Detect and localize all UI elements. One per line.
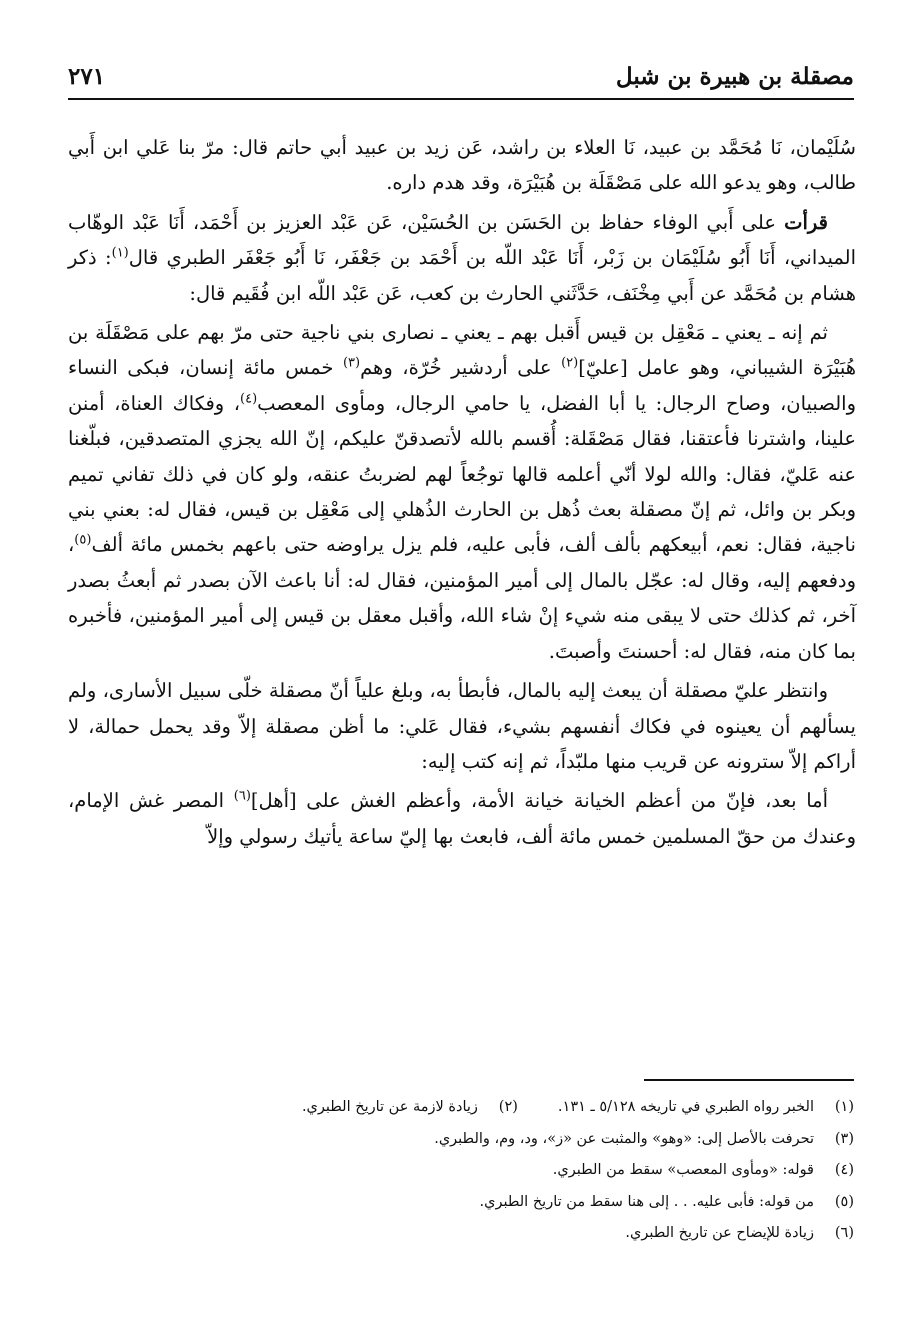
footnote-spacer (518, 1092, 558, 1124)
footnote-text-4: قوله: «ومأوى المعصب» سقط من الطبري. (552, 1162, 814, 1178)
footnote-divider (644, 1079, 854, 1081)
footnote-ref-6[interactable]: (٦) (233, 788, 251, 804)
footnote-number-3: (٣) (834, 1130, 854, 1147)
footnote-number-2: (٢) (498, 1099, 518, 1115)
footnote-text-3: تحرفت بالأصل إلى: «وهو» والمثبت عن «ز»، ود، وم، والطبري. (434, 1130, 814, 1147)
paragraph-4-text: وانتظر عليّ مصقلة أن يبعث إليه بالمال، فأبطأ به، وبلغ علياً أنّ مصقلة خلّى سبيل الأسارى، ولم يسألهم أن يعينوه في فكاك أنفسهم بشيء، فقال عَلي: ما أظن مصقلة إلاّ وقد يحمل حمالة، لا أراكم إلاّ سترونه عن قريب منها ملبّداً، ثم إنه كتب إليه: (68, 679, 856, 773)
footnote-ref-4[interactable]: (٤) (240, 391, 258, 407)
paragraph-2-lead: قرأت (784, 210, 828, 234)
page-header (68, 56, 854, 100)
footnote-text-5: من قوله: فأبى عليه. . . إلى هنا سقط من تاريخ الطبري. (479, 1193, 814, 1210)
footnote-number-4: (٤) (834, 1162, 854, 1178)
footnote-ref-5[interactable]: (٥) (74, 532, 92, 548)
paragraph-3-text-e: ، ودفعهم إليه، وقال له: عجّل بالمال إلى أمير المؤمنين، فقال له: أنا باعث الآن بصدر ثم أبعثُ بصدر آخر، ثم كذلك حتى لا يبقى منه شيء إنْ شاء الله، وأقبل معقل بن قيس إلى أمير المؤمنين، فأخبره بما كان منه، فقال له: أحسنتَ وأصبتَ. (68, 533, 856, 663)
paragraph-3 (68, 315, 856, 669)
paragraph-5-text-a: أما بعد، فإنّ من أعظم الخيانة خيانة الأمة، وأعظم الغش على [أهل] (250, 789, 829, 813)
footnote-row (68, 1187, 854, 1219)
footnote-row (68, 1218, 854, 1250)
footnote-text-2: زيادة لازمة عن تاريخ الطبري. (301, 1099, 478, 1115)
paragraph-2-text-a: على أَبي الوفاء حفاظ بن الحَسَن بن الحُسَيْن، عَن عَبْد العزيز بن أَحْمَد، أَنَا عَبْد الوهّاب الميداني، أَنَا أَبُو سُلَيْمَان بن زَبْر، أَنَا عَبْد اللّه بن أَحْمَد بن جَعْفَر، نَا أَبُو جَعْفَر الطبري قال (68, 210, 856, 270)
footnote-number-6: (٦) (834, 1225, 854, 1241)
paragraph-3-text-d: ، وفكاك العناة، أمنن علينا، واشترنا فأعتقنا، فقال مَصْقَلة: أُقسم بالله لأتصدقنّ عليكم، إنّ الله يجزي المتصدقين، فبلّغنا عنه عَليّ، فقال: والله لولا أنّي أعلمه قالها توجُعاً لهم لضربتُ عنقه، ولو كان في ذلك تفاني تميم وبكر بن وائل، ثم إنّ مصقلة بعث ذُهل بن الحارث الذُهلي إلى مَعْقِل بن قيس، فقال له: بعني بني ناجية، فقال: نعم، أبيعكهم بألف ألف، فأبى عليه، فلم يزل يراوضه حتى باعهم بخمس مائة ألف (68, 391, 856, 557)
paragraph-5 (68, 783, 856, 854)
footnote-ref-2[interactable]: (٢) (561, 355, 579, 371)
footnote-ref-1[interactable]: (١) (111, 245, 129, 261)
paragraph-3-text-a: ثم إنه ـ يعني ـ مَعْقِل بن قيس أَقبل بهم ـ يعني ـ نصارى بني ناجية حتى مرّ بهم على مَصْقَلَة بن هُبَيْرَة الشيباني، وهو عامل [عليّ] (68, 321, 856, 380)
paragraph-5-text-b: المصر غش الإمام، وعندك من حقّ المسلمين خمس مائة ألف، فابعث بها إليّ ساعة يأتيك رسولي وإلاّ (68, 789, 856, 848)
footnote-row (68, 1092, 854, 1124)
paragraph-3-text-b: على أردشير خُرّة، وهم (360, 356, 562, 380)
footnote-text-1: الخبر رواه الطبري في تاريخه ٥/١٢٨ ـ ١٣١. (557, 1099, 814, 1115)
running-title: مصقلة بن هبيرة بن شبل (615, 63, 854, 90)
footnote-number-5: (٥) (834, 1193, 854, 1210)
paragraph-2-text-b: : ذكر هشام بن مُحَمَّد عن أَبي مِخْنَف، حَدَّثَني الحارث بن كعب، عَن عَبْد اللّه ابن فُقَيم قال: (68, 246, 856, 305)
paragraph-2 (68, 205, 856, 311)
footnote-row (68, 1124, 854, 1156)
footnote-ref-3[interactable]: (٣) (342, 355, 361, 371)
footnote-text-6: زيادة للإيضاح عن تاريخ الطبري. (625, 1225, 814, 1241)
paragraph-3-text-c: خمس مائة إنسان، فبكى النساء والصبيان، وصاح الرجال: يا أبا الفضل، يا حامي الرجال، ومأوى المعصب (68, 356, 857, 415)
paragraph-1 (68, 130, 856, 201)
footnotes (68, 1092, 854, 1250)
paragraph-1-text: سُلَيْمان، نَا مُحَمَّد بن عبيد، نَا العلاء بن راشد، عَن زيد بن عبيد أبي حاتم قال: مرّ بنا عَلي ابن أَبي طالب، وهو يدعو الله على مَصْقَلَة بن هُبَيْرَة، وقد هدم داره. (68, 136, 857, 195)
page-number: ٢٧١ (68, 63, 106, 90)
footnote-row (68, 1155, 854, 1187)
footnote-number-1: (١) (834, 1099, 854, 1115)
main-text (68, 130, 856, 858)
paragraph-4 (68, 673, 856, 779)
